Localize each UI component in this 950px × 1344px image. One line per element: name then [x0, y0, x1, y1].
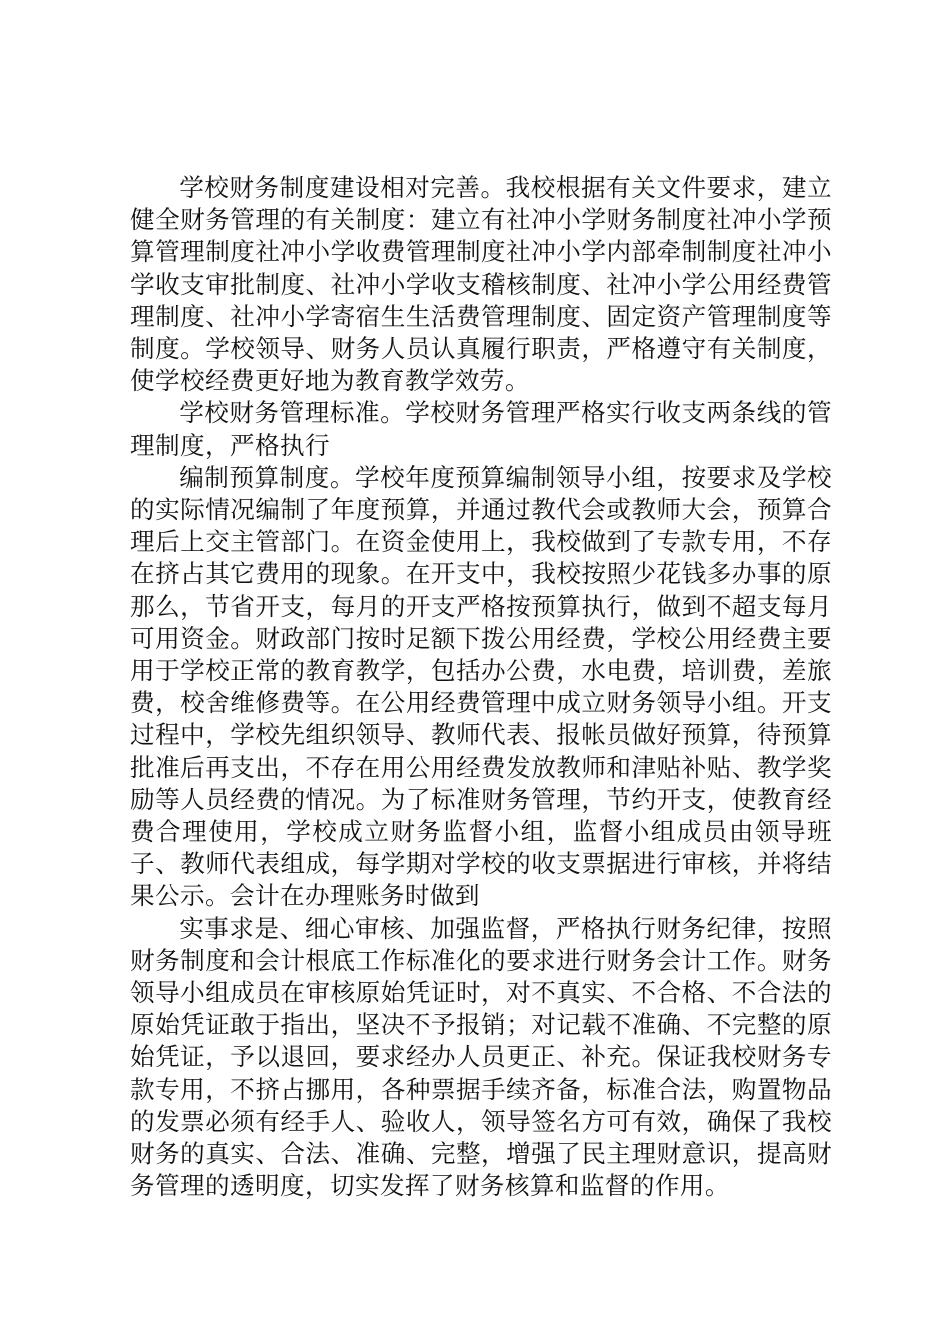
paragraph-audit-practice: 实事求是、细心审核、加强监督，严格执行财务纪律，按照财务制度和会计根底工作标准化的要求进行财务会计工作。财务领导小组成员在审核原始凭证时，对不真实、不合格、不合法的原始凭证敢于指出，坚决不予报销；对记载不准确、不完整的原始凭证，予以退回，要求经办人员更正、补充。保证我校财务专款专用，不挤占挪用，各种票据手续齐备，标准合法，购置物品的发票必须有经手人、验收人，领导签名方可有效，确保了我校财务的真实、合法、准确、完整，增强了民主理财意识，提高财务管理的透明度，切实发挥了财务核算和监督的作用。 [130, 913, 832, 1201]
paragraph-budget-system: 编制预算制度。学校年度预算编制领导小组，按要求及学校的实际情况编制了年度预算，并通过教代会或教师大会，预算合理后上交主管部门。在资金使用上，我校做到了专款专用，不存在挤占其它费用的现象。在开支中，我校按照少花钱多办事的原那么，节省开支，每月的开支严格按预算执行，做到不超支每月可用资金。财政部门按时足额下拨公用经费，学校公用经费主要用于学校正常的教育教学，包括办公费，水电费，培训费，差旅费，校舍维修费等。在公用经费管理中成立财务领导小组。开支过程中，学校先组织领导、教师代表、报帐员做好预算，待预算批准后再支出，不存在用公用经费发放教师和津贴补贴、教学奖励等人员经费的情况。为了标准财务管理，节约开支，使教育经费合理使用，学校成立财务监督小组，监督小组成员由领导班子、教师代表组成，每学期对学校的收支票据进行审核，并将结果公示。会计在办理账务时做到 [130, 462, 832, 911]
document-body [130, 172, 832, 1203]
paragraph-finance-system: 学校财务制度建设相对完善。我校根据有关文件要求，建立健全财务管理的有关制度：建立有社冲小学财务制度社冲小学预算管理制度社冲小学收费管理制度社冲小学内部牵制制度社冲小学收支审批制度、社冲小学收支稽核制度、社冲小学公用经费管理制度、社冲小学寄宿生生活费管理制度、固定资产管理制度等制度。学校领导、财务人员认真履行职责，严格遵守有关制度，使学校经费更好地为教育教学效劳。 [130, 173, 832, 396]
paragraph-finance-standard: 学校财务管理标准。学校财务管理严格实行收支两条线的管理制度，严格执行 [130, 398, 832, 460]
